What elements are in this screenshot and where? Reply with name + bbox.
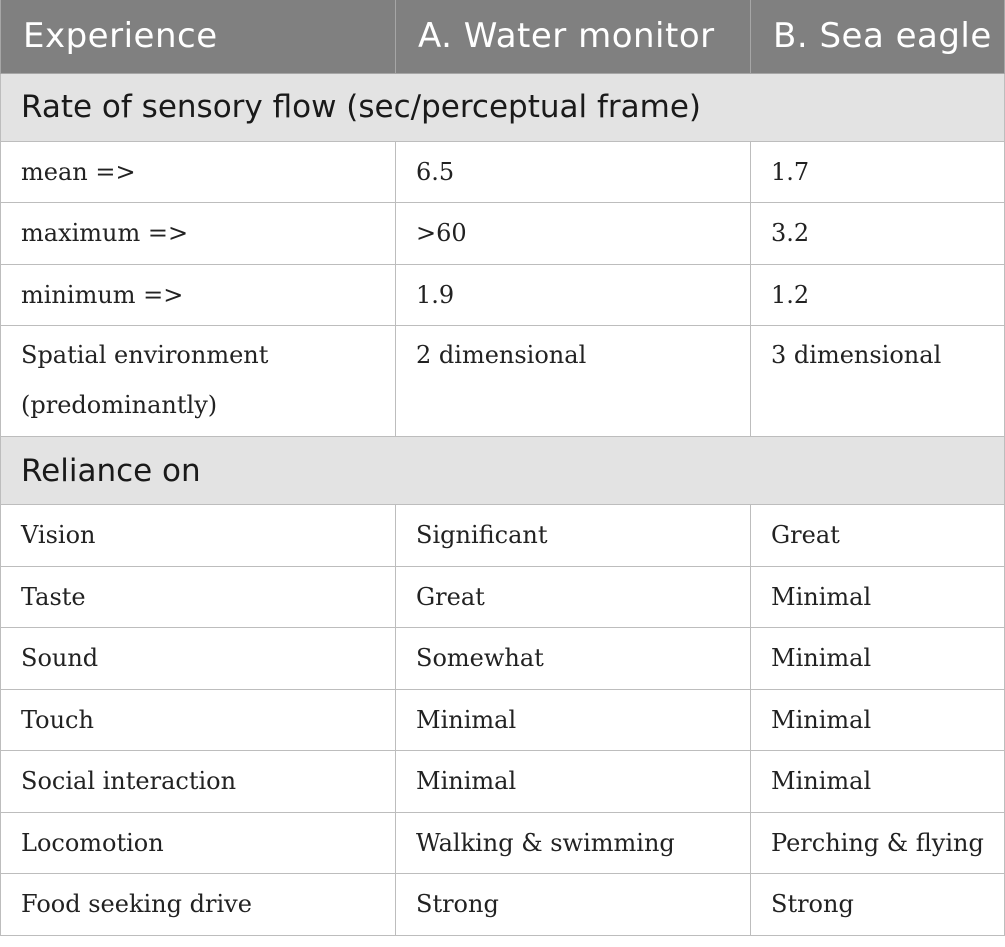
header-row: [1, 0, 1005, 73]
row-label: [1, 326, 396, 437]
row-label-line2: (predominantly): [21, 391, 218, 419]
row-label-line1: Spatial environment: [21, 341, 269, 369]
table-row: [1, 751, 1005, 813]
cell-water-monitor-text: 2 dimensional: [416, 341, 587, 369]
cell-sea-eagle: 1.2: [751, 264, 1005, 326]
row-label: Touch: [1, 689, 396, 751]
cell-water-monitor: Strong: [396, 874, 751, 936]
row-label: Vision: [1, 505, 396, 567]
section-title: Rate of sensory flow (sec/perceptual frame): [1, 73, 1005, 141]
header-experience: Experience: [1, 0, 396, 73]
table-body: [1, 73, 1005, 935]
cell-water-monitor: Significant: [396, 505, 751, 567]
row-label: Locomotion: [1, 812, 396, 874]
section-heading-sensory-flow: [1, 73, 1005, 141]
table-row: [1, 874, 1005, 936]
row-label: maximum =>: [1, 203, 396, 265]
table-row: [1, 812, 1005, 874]
table-row: [1, 628, 1005, 690]
row-label: minimum =>: [1, 264, 396, 326]
row-label: Food seeking drive: [1, 874, 396, 936]
cell-water-monitor: 6.5: [396, 141, 751, 203]
header-water-monitor: A. Water monitor: [396, 0, 751, 73]
cell-water-monitor: Minimal: [396, 689, 751, 751]
cell-sea-eagle: Great: [751, 505, 1005, 567]
cell-water-monitor: >60: [396, 203, 751, 265]
cell-water-monitor: Somewhat: [396, 628, 751, 690]
cell-water-monitor: Walking & swimming: [396, 812, 751, 874]
cell-water-monitor: 1.9: [396, 264, 751, 326]
row-label: Taste: [1, 566, 396, 628]
cell-water-monitor: Minimal: [396, 751, 751, 813]
cell-sea-eagle: Minimal: [751, 566, 1005, 628]
row-label: Social interaction: [1, 751, 396, 813]
row-label: mean =>: [1, 141, 396, 203]
cell-sea-eagle-text: 3 dimensional: [771, 341, 942, 369]
cell-sea-eagle: Minimal: [751, 751, 1005, 813]
cell-sea-eagle: Strong: [751, 874, 1005, 936]
table-row: [1, 203, 1005, 265]
cell-sea-eagle: Minimal: [751, 628, 1005, 690]
header-sea-eagle: B. Sea eagle: [751, 0, 1005, 73]
table-row: [1, 689, 1005, 751]
cell-water-monitor: [396, 326, 751, 437]
section-title: Reliance on: [1, 437, 1005, 505]
table-row: [1, 264, 1005, 326]
cell-sea-eagle: 3.2: [751, 203, 1005, 265]
cell-water-monitor: Great: [396, 566, 751, 628]
cell-sea-eagle: Perching & flying: [751, 812, 1005, 874]
table-row: [1, 505, 1005, 567]
table-header: [1, 0, 1005, 73]
section-heading-reliance: [1, 437, 1005, 505]
row-label: Sound: [1, 628, 396, 690]
cell-sea-eagle: [751, 326, 1005, 437]
table-row: [1, 141, 1005, 203]
cell-sea-eagle: 1.7: [751, 141, 1005, 203]
table-row: [1, 326, 1005, 437]
cell-sea-eagle: Minimal: [751, 689, 1005, 751]
table-row: [1, 566, 1005, 628]
